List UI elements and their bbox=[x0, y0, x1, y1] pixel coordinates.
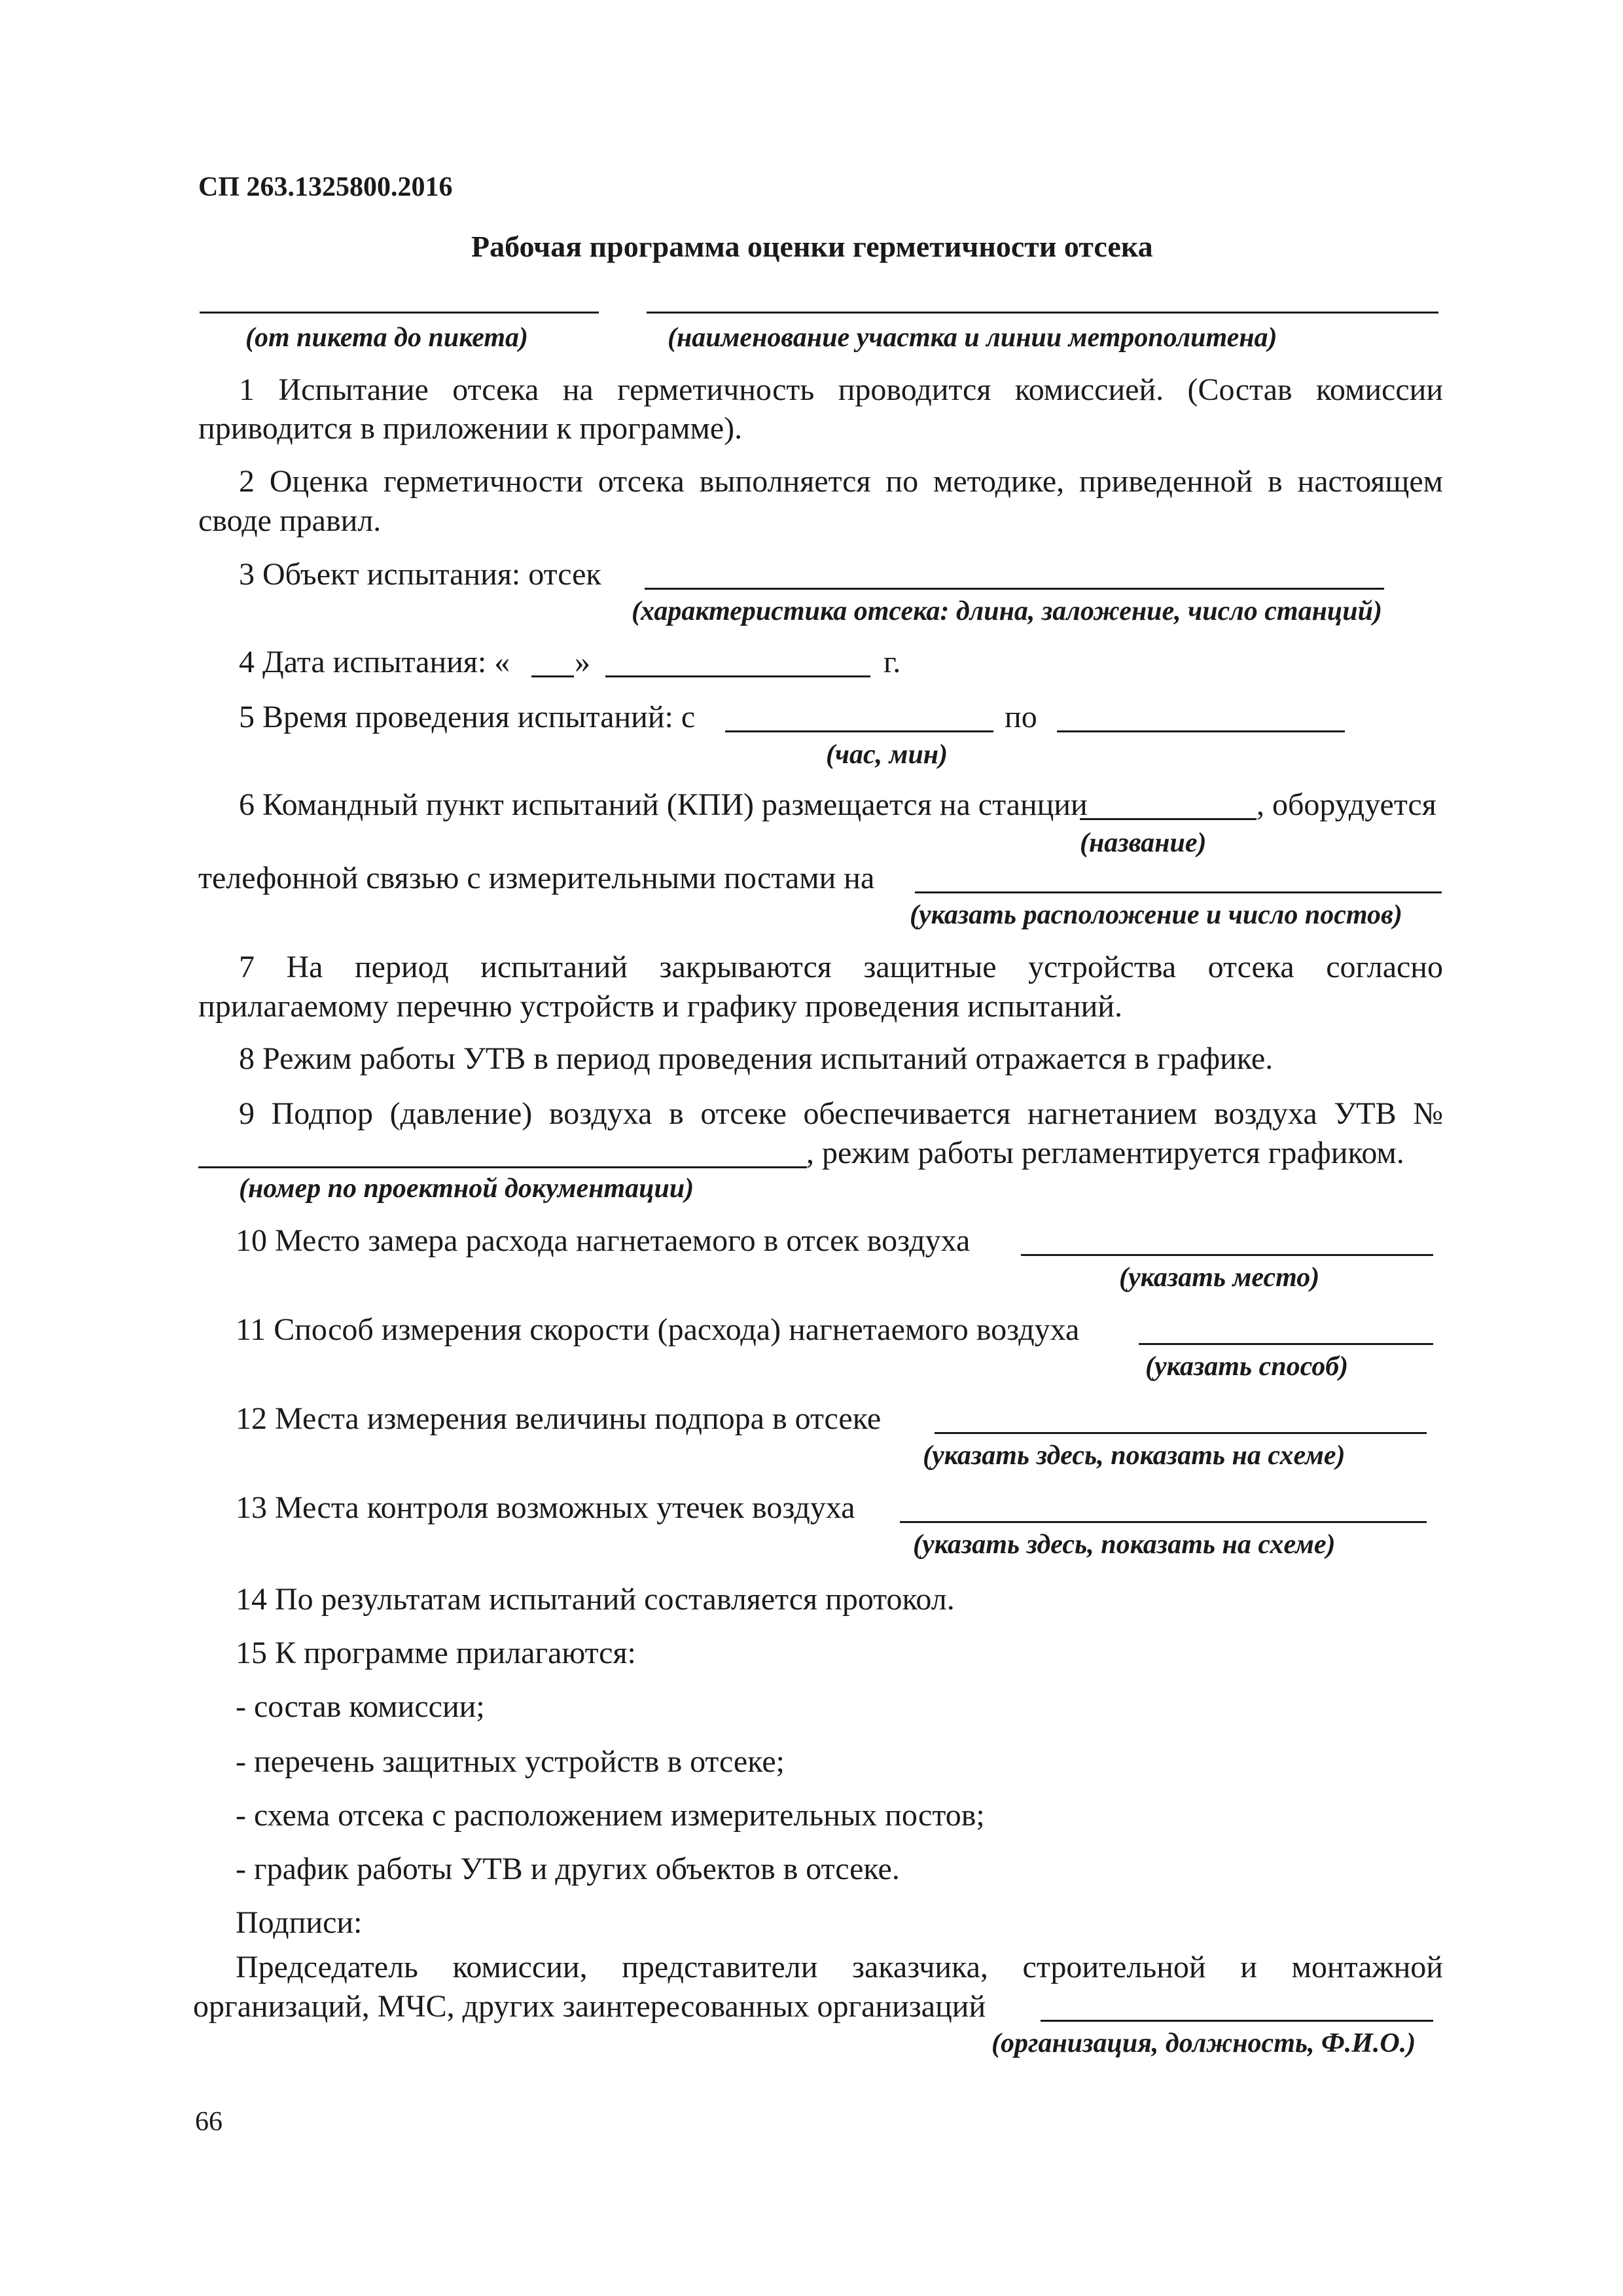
picket-range-field[interactable] bbox=[200, 312, 599, 314]
item-12-text: 12 Места измерения величины подпора в отсеке bbox=[236, 1401, 882, 1436]
compartment-field[interactable] bbox=[645, 588, 1384, 590]
section-name-hint: (наименование участка и линии метрополитена) bbox=[668, 323, 1277, 353]
item-2-line-1: 2 Оценка герметичности отсека выполняется по методике, приведенной в настоящем bbox=[239, 464, 1443, 499]
item-12-hint: (указать здесь, показать на схеме) bbox=[923, 1441, 1346, 1471]
item-5-hint: (час, мин) bbox=[826, 740, 948, 770]
signatures-line-2: организаций, МЧС, других заинтересованных организаций bbox=[193, 1989, 986, 2024]
item-6-suffix: , оборудуется bbox=[1257, 787, 1436, 822]
item-6-hint: (название) bbox=[1080, 828, 1207, 858]
item-6-text: 6 Командный пункт испытаний (КПИ) размещается на станции bbox=[239, 787, 1088, 822]
document-code: СП 263.1325800.2016 bbox=[198, 172, 453, 202]
item-5-to-label: по bbox=[1005, 700, 1037, 734]
item-15-text: 15 К программе прилагаются: bbox=[236, 1636, 636, 1670]
item-5-text: 5 Время проведения испытаний: с bbox=[239, 700, 696, 734]
item-3-text: 3 Объект испытания: отсек bbox=[239, 557, 601, 592]
item-11-text: 11 Способ измерения скорости (расхода) нагнетаемого воздуха bbox=[236, 1312, 1080, 1347]
item-7-line-2: прилагаемому перечню устройств и графику проведения испытаний. bbox=[198, 989, 1122, 1024]
item-10-hint: (указать место) bbox=[1119, 1263, 1320, 1293]
attachment-2: - перечень защитных устройств в отсеке; bbox=[236, 1744, 785, 1779]
signatures-label: Подписи: bbox=[236, 1905, 363, 1940]
leak-points-field[interactable] bbox=[900, 1521, 1427, 1523]
item-4-year-suffix: г. bbox=[883, 645, 901, 679]
item-1-line-2: приводится в приложении к программе). bbox=[198, 411, 743, 446]
signatures-line-1: Председатель комиссии, представители заказчика, строительной и монтажной bbox=[236, 1950, 1443, 1984]
attachment-4: - график работы УТВ и других объектов в отсеке. bbox=[236, 1852, 900, 1886]
signature-field[interactable] bbox=[1041, 2020, 1433, 2022]
start-time-field[interactable] bbox=[725, 730, 993, 732]
item-11-hint: (указать способ) bbox=[1145, 1352, 1349, 1382]
measure-method-field[interactable] bbox=[1139, 1343, 1433, 1345]
item-10-text: 10 Место замера расхода нагнетаемого в отсек воздуха bbox=[236, 1223, 971, 1258]
test-month-field[interactable] bbox=[605, 675, 870, 677]
signatures-hint: (организация, должность, Ф.И.О.) bbox=[991, 2028, 1416, 2058]
picket-range-hint: (от пикета до пикета) bbox=[245, 323, 528, 353]
page-number: 66 bbox=[195, 2107, 223, 2137]
pressure-points-field[interactable] bbox=[935, 1432, 1427, 1434]
item-4-quote-close: » bbox=[575, 645, 590, 679]
measure-place-field[interactable] bbox=[1021, 1254, 1433, 1256]
item-8-text: 8 Режим работы УТВ в период проведения испытаний отражается в графике. bbox=[239, 1041, 1274, 1076]
posts-location-field[interactable] bbox=[915, 891, 1442, 893]
station-name-field[interactable] bbox=[1080, 818, 1257, 820]
item-9-line-2: , режим работы регламентируется графиком. bbox=[806, 1136, 1404, 1170]
end-time-field[interactable] bbox=[1057, 730, 1345, 732]
item-9-hint: (номер по проектной документации) bbox=[239, 1174, 694, 1204]
test-day-field[interactable] bbox=[531, 675, 574, 677]
attachment-1: - состав комиссии; bbox=[236, 1689, 485, 1724]
item-3-hint: (характеристика отсека: длина, заложение, число станций) bbox=[632, 596, 1382, 626]
item-13-text: 13 Места контроля возможных утечек воздуха bbox=[236, 1490, 855, 1525]
item-14-text: 14 По результатам испытаний составляется протокол. bbox=[236, 1582, 955, 1617]
section-name-field[interactable] bbox=[647, 312, 1438, 314]
item-4-text: 4 Дата испытания: « bbox=[239, 645, 510, 679]
page-title: Рабочая программа оценки герметичности отсека bbox=[471, 230, 1153, 263]
attachment-3: - схема отсека с расположением измерительных постов; bbox=[236, 1798, 985, 1833]
item-13-hint: (указать здесь, показать на схеме) bbox=[913, 1530, 1336, 1560]
item-6-line-2: телефонной связью с измерительными постами на bbox=[198, 861, 875, 895]
item-9-line-1: 9 Подпор (давление) воздуха в отсеке обеспечивается нагнетанием воздуха УТВ № bbox=[239, 1096, 1443, 1131]
item-1-line-1: 1 Испытание отсека на герметичность проводится комиссией. (Состав комиссии bbox=[239, 372, 1443, 407]
item-7-line-1: 7 На период испытаний закрываются защитные устройства отсека согласно bbox=[239, 950, 1443, 984]
utv-number-field[interactable] bbox=[198, 1166, 807, 1168]
item-6-hint-2: (указать расположение и число постов) bbox=[910, 900, 1402, 930]
item-2-line-2: своде правил. bbox=[198, 503, 382, 538]
